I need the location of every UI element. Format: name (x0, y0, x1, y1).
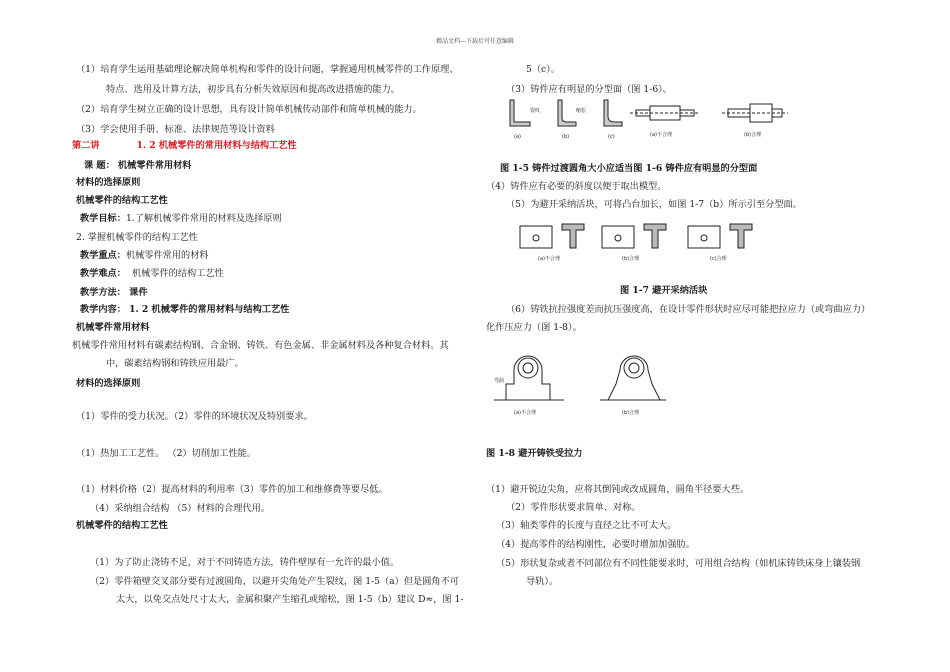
fig16-a-caption: (a)不合理 (650, 132, 672, 138)
left-line: 机械零件常用材料 (76, 322, 150, 333)
left-line: 机械零件常用材料有碳素结构钢、合金钢、铸铁、有色金属、非金属材料及各种复合材料。其 (72, 340, 449, 351)
right-line: （6）铸铁抗拉强度差而抗压强度高，在设计零件形状时应尽可能把拉应力（或弯曲应力） (506, 304, 871, 315)
left-line: 材料的选择原则 (76, 378, 141, 389)
left-line: 教学内容： 1. 2 机械零件的常用材料与结构工艺性 (80, 304, 290, 315)
right-line: （4）铸件应有必要的斜度以便于取出模型。 (486, 181, 667, 192)
right-line: 导轨）。 (526, 576, 559, 587)
teaching-key (80, 250, 209, 262)
left-line: （4）采纳组合结构 （5）材料的合理代用。 (90, 503, 270, 514)
left-line: 材料的选择原则 (76, 177, 141, 188)
left-line: （3）学会使用手册、标准、法律规范等设计资料 (76, 124, 275, 135)
left-line: 课 题： 机械零件常用材料 (84, 160, 192, 171)
left-line: （2）零件箱壁交叉部分要有过渡圆角，以避开尖角处产生裂纹，图 1-5（a）但是圆角不可 (90, 576, 459, 587)
left-line: 2. 掌握机械零件的结构工艺性 (76, 232, 198, 243)
figure-1-8 (490, 340, 680, 420)
fig15-crack-label: 裂纹 (530, 108, 541, 114)
left-line: （1）零件的受力状况。（2）零件的环境状况及特别要求。 (76, 411, 313, 422)
fig17-b-caption: (b)合理 (622, 256, 640, 262)
left-line: （1）材料价格（2）提高材料的利用率（3）零件的加工和维修费等要尽低。 (76, 484, 388, 495)
right-line: （2）零件形状要求简单、对称。 (506, 502, 641, 513)
lecture-title: 1. 2 机械零件的常用材料与结构工艺性 (136, 140, 297, 151)
left-line: 机械零件的结构工艺性 (76, 195, 168, 206)
right-line: （1）避开锐边尖角，应将其倒钝或改成圆角，圆角半径要大些。 (486, 484, 750, 495)
left-line: 机械零件的结构工艺性 (76, 520, 168, 531)
teaching-difficulty (80, 268, 224, 280)
left-line: 特点、选用及计算方法，初步具有分析失效原因和提高改进措施的能力。 (106, 84, 400, 95)
lecture-heading (72, 140, 297, 152)
goal-text: 1.了解机械零件常用的材料及选择原则 (125, 213, 282, 224)
right-line: （5）为避开采纳活块，可将凸台加长，如图 1-7（b）所示引至分型面。 (506, 199, 802, 210)
left-line: （2）培育学生树立正确的设计思想，具有设计简单机械传动部件和简单机械的能力。 (76, 104, 422, 115)
page-header: 精品文档---下载后可任意编辑 (435, 38, 515, 45)
diff-text: 机械零件的结构工艺性 (131, 268, 224, 279)
key-text: 机械零件常用的材料 (125, 250, 209, 261)
fig15-b-shape (558, 100, 576, 126)
fig15-b-caption: (b) (562, 134, 570, 140)
left-line: 太大，以免交点处尺寸太大，金属积聚产生缩孔或缩松，图 1-5（b）建议 D≈，图 1- (116, 594, 464, 605)
fig16-b-caption: (b)合理 (744, 132, 762, 138)
right-line: 图 1-8 避开铸铁受拉力 (486, 448, 583, 459)
fig17-c-caption: (c)合理 (710, 256, 727, 262)
figure-1-5-1-6 (500, 96, 790, 144)
fig15-shrink-label: 缩松 (576, 108, 587, 114)
left-line: （1）培育学生运用基础理论解决简单机构和零件的设计问题，掌握通用机械零件的工作原理、 (76, 64, 459, 75)
right-line: （4）提高零件的结构刚性，必要时增加加强肋。 (496, 539, 695, 550)
right-line: 图 1-5 铸件过渡圆角大小应适当图 1-6 铸件应有明显的分型面 (500, 163, 758, 174)
left-line: 教学方法： 课件 (80, 287, 148, 298)
fig15-c-shape (604, 100, 622, 126)
left-line: （1）热加工工艺性。 （2）切削加工性能。 (76, 448, 256, 459)
left-line: （1）为了防止浇铸不足，对于不同铸造方法，铸件壁厚有一允许的最小值。 (90, 557, 400, 568)
fig18-b-caption: (b)合理 (622, 410, 640, 416)
diff-label: 教学难点： (80, 268, 126, 279)
fig18-note: 弯曲 (494, 378, 505, 384)
fig15-a-caption: (a) (514, 134, 521, 140)
figure-1-7 (510, 218, 770, 264)
right-line: 图 1-7 避开采纳活块 (620, 285, 708, 296)
fig15-a-shape (510, 100, 530, 126)
fig18-a-caption: (a)不合理 (514, 410, 536, 416)
right-line: 5（c）。 (526, 64, 560, 75)
goal-label: 教学目标： (80, 213, 126, 224)
fig17-a-caption: (a)不合理 (538, 256, 560, 262)
right-line: （3）铸件应有明显的分型面（图 1-6）。 (506, 84, 672, 95)
right-line: 化作压应力（图 1-8）。 (486, 322, 582, 333)
teaching-goal (80, 213, 282, 225)
key-label: 教学重点： (80, 250, 126, 261)
fig15-c-caption: (c) (608, 134, 615, 140)
lecture-label: 第二讲 (72, 140, 100, 151)
right-line: （3）轴类零件的长度与直径之比不可太大。 (496, 520, 677, 531)
right-line: （5）形状复杂或者不同部位有不同性能要求时，可用组合结构（如机床铸铁床身上镶装钢 (496, 558, 861, 569)
left-line: 中，碳素结构钢和铸铁应用最广。 (106, 358, 244, 369)
